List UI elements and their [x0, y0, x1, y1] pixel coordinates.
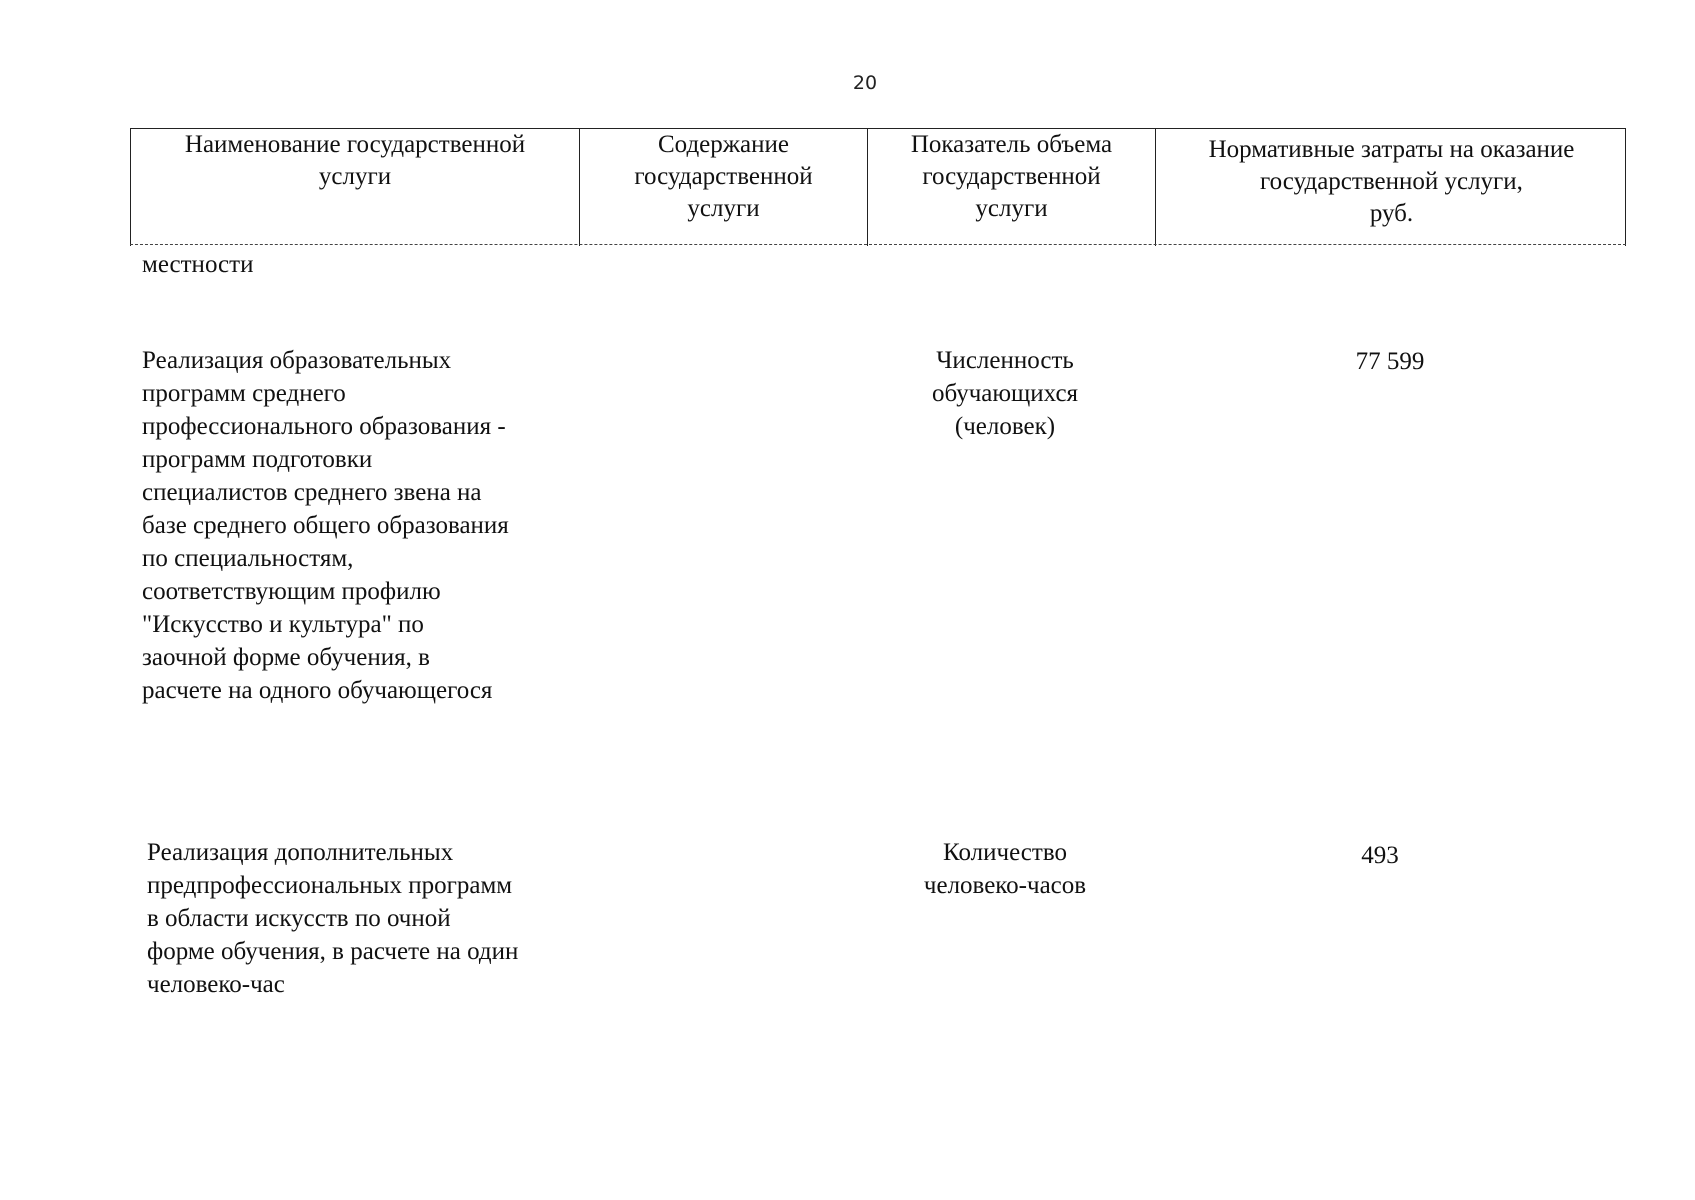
row-1-volume-indicator: Численность обучающихся (человек)	[931, 347, 1079, 440]
header-volume-indicator: Показатель объема государственной услуги	[868, 129, 1156, 246]
row-1-normative-cost: 77 599	[1355, 348, 1425, 375]
header-normative-costs: Нормативные затраты на оказание государственной услуги, руб.	[1208, 136, 1575, 227]
row-2-normative-cost: 493	[1361, 842, 1399, 869]
table-header-divider	[130, 244, 1626, 245]
row-1-service-name: Реализация образовательных программ среднего профессионального образования - программ подготовки специалистов среднего звена на базе среднего общего образования по специальностям, соответствующим профилю "Искусство и культура" по заочной форме обучения, в расчете на одного обучающегося	[142, 347, 509, 704]
continuation-text: местности	[142, 251, 254, 278]
row-2-volume-indicator: Количество человеко-часов	[923, 839, 1087, 899]
table-header	[130, 128, 1626, 246]
page-number: 20	[852, 72, 878, 94]
header-service-name: Наименование государственной услуги	[131, 129, 580, 246]
header-service-content: Содержание государственной услуги	[580, 129, 868, 246]
row-2-service-name: Реализация дополнительных предпрофессиональных программ в области искусств по очной форме обучения, в расчете на один человеко-час	[147, 839, 519, 998]
